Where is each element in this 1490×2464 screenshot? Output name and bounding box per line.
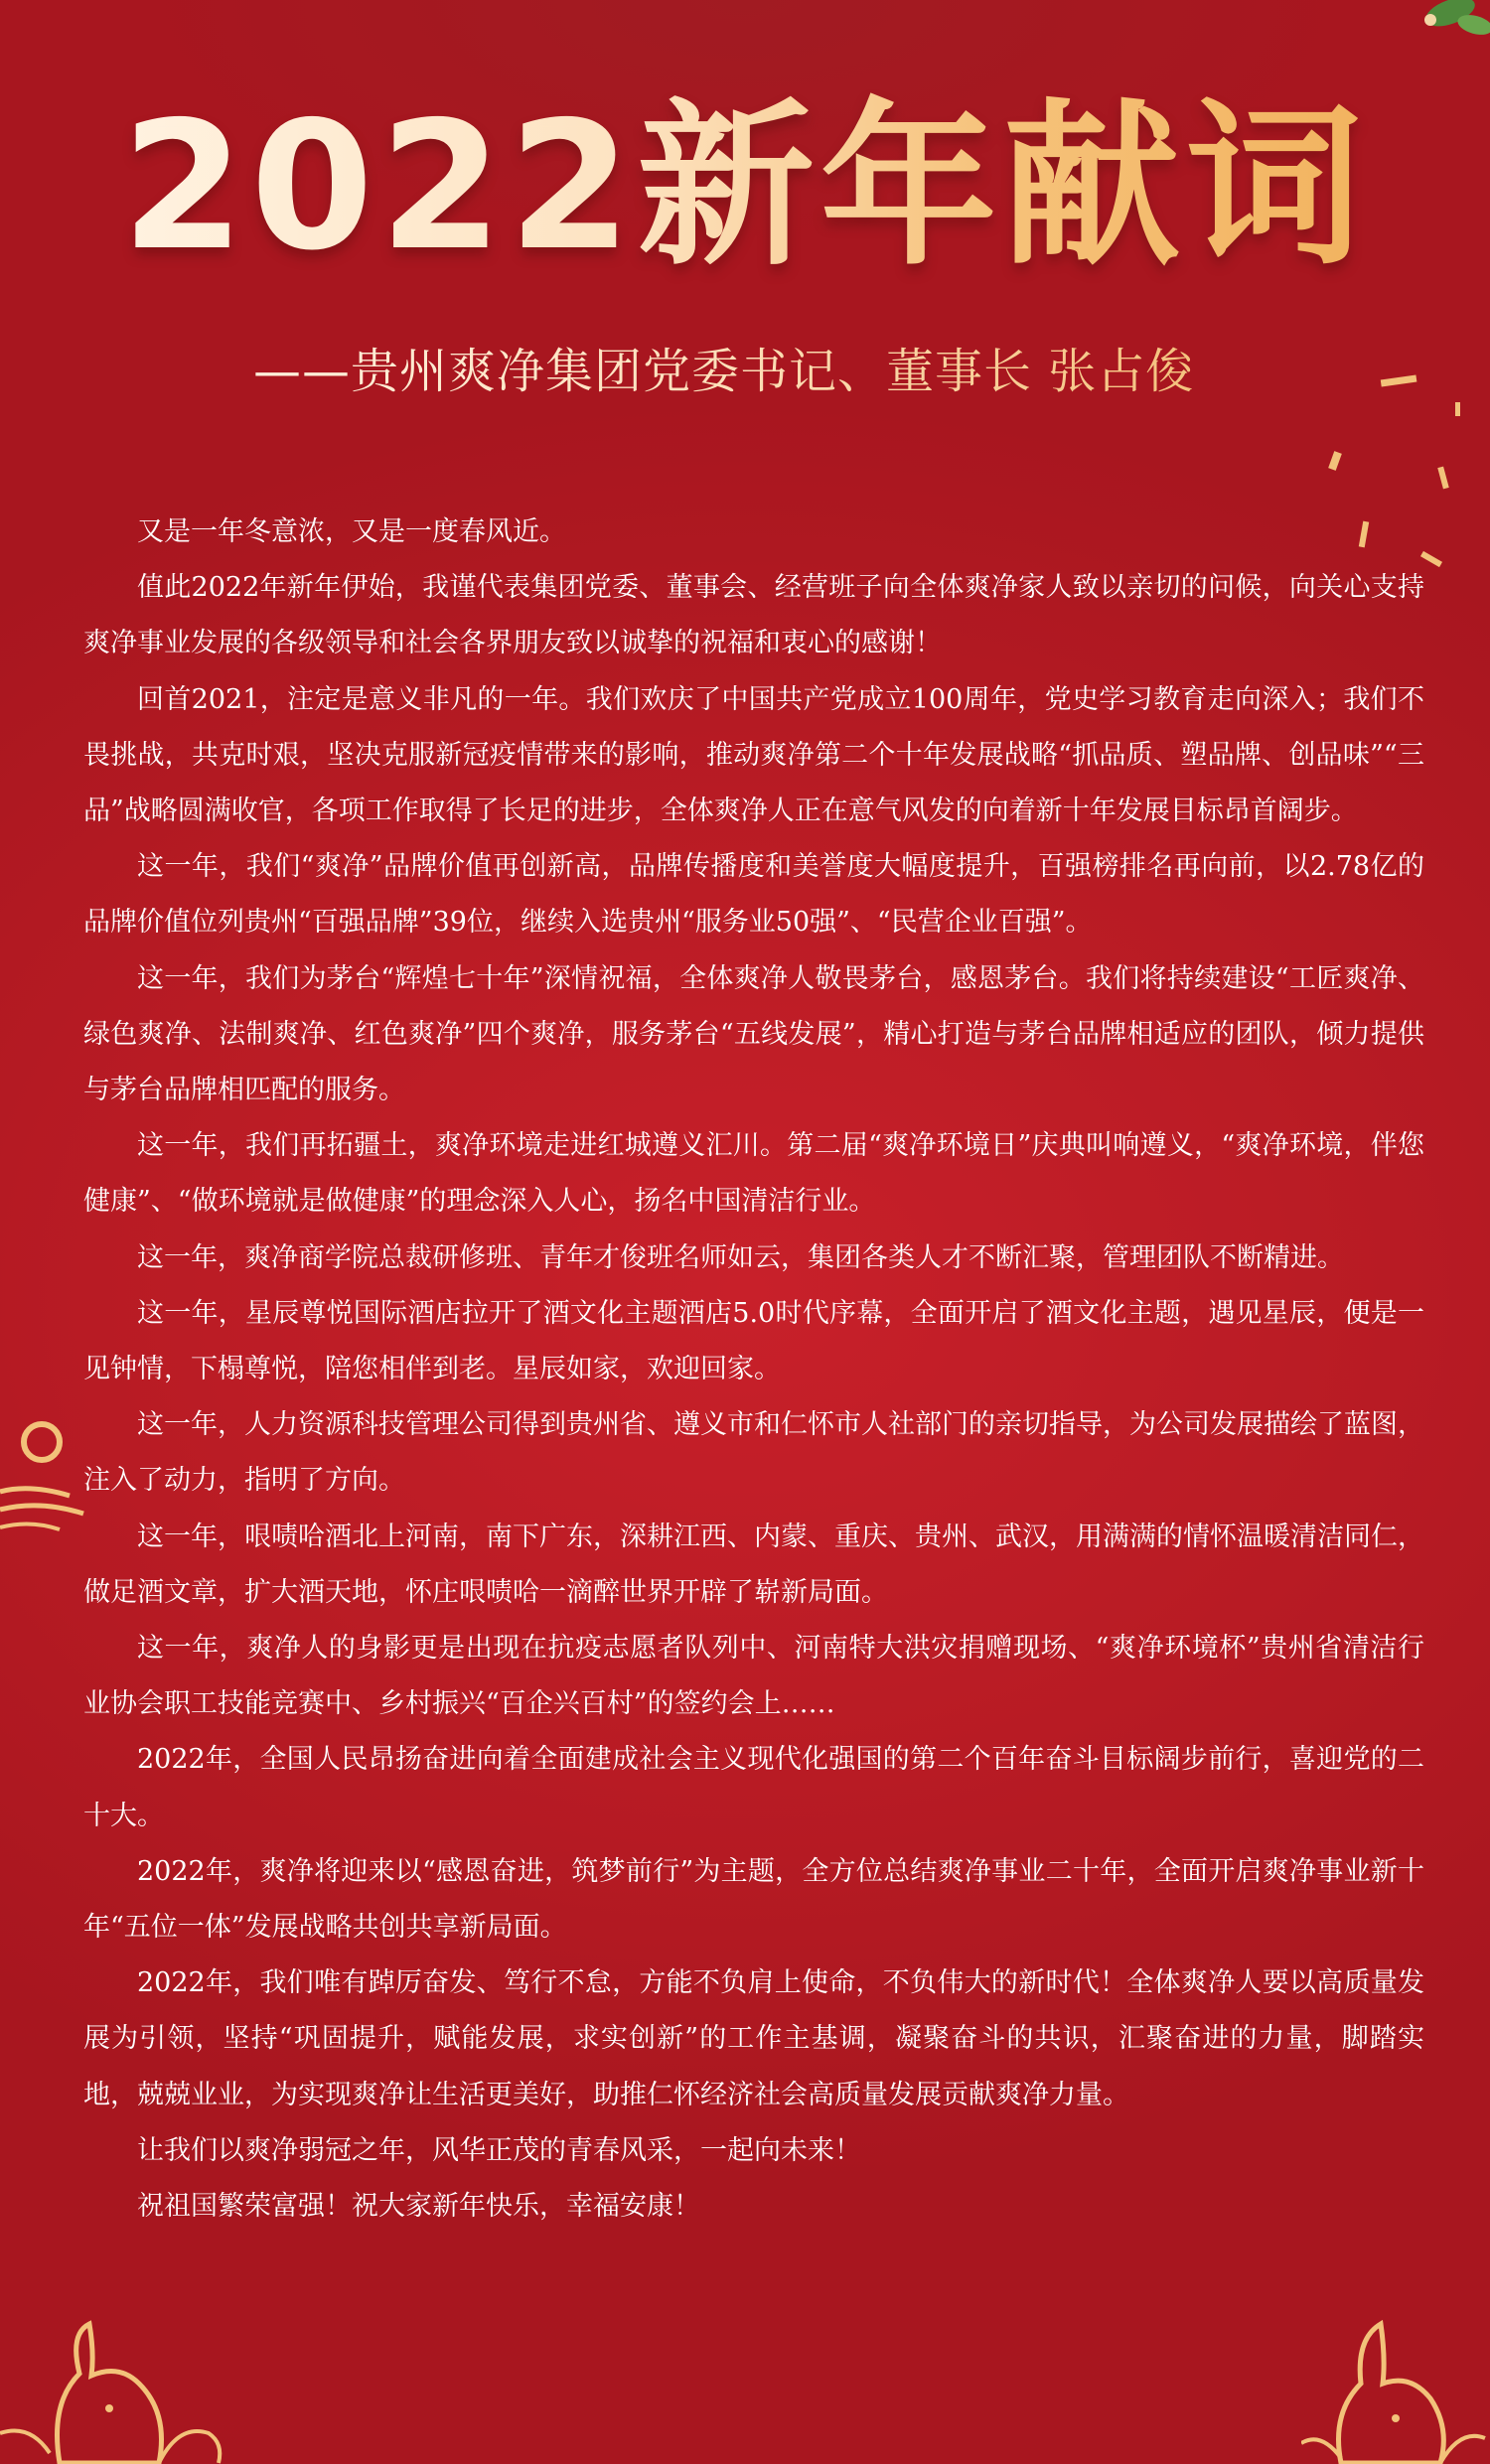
page-title — [0, 83, 1490, 289]
paragraph: 这一年，人力资源科技管理公司得到贵州省、遵义市和仁怀市人社部门的亲切指导，为公司发展描绘了蓝图，注入了动力，指明了方向。 — [83, 1409, 1424, 1497]
rabbit-decoration-right — [1301, 2314, 1490, 2464]
leaf-decoration — [1391, 0, 1490, 60]
author-subtitle-text: ——贵州爽净集团党委书记、董事长 张占俊 — [253, 344, 1195, 399]
paragraph: 这一年，我们再拓疆土，爽净环境走进红城遵义汇川。第二届“爽净环境日”庆典叫响遵义，“爽净环境，伴您健康”、“做环境就是做健康”的理念深入人心，扬名中国清洁行业。 — [83, 1130, 1424, 1218]
author-subtitle — [253, 342, 1346, 401]
paragraph: 祝祖国繁荣富强！祝大家新年快乐，幸福安康！ — [137, 2191, 700, 2223]
paragraph: 这一年，哏啧哈酒北上河南，南下广东，深耕江西、内蒙、重庆、贵州、武汉，用满满的情怀温暖清洁同仁，做足酒文章，扩大酒天地，怀庄哏啧哈一滴醉世界开辟了崭新局面。 — [83, 1521, 1424, 1608]
paragraph: 这一年，我们“爽净”品牌价值再创新高，品牌传播度和美誉度大幅度提升，百强榜排名再向前，以2.78亿的品牌价值位列贵州“百强品牌”39位，继续入选贵州“服务业50强”、“民营企业百强”。 — [83, 851, 1424, 939]
paragraph: 这一年，星辰尊悦国际酒店拉开了酒文化主题酒店5.0时代序幕，全面开启了酒文化主题，遇见星辰，便是一见钟情，下榻尊悦，陪您相伴到老。星辰如家，欢迎回家。 — [83, 1297, 1424, 1385]
paragraph: 值此2022年新年伊始，我谨代表集团党委、董事会、经营班子向全体爽净家人致以亲切的问候，向关心支持爽净事业发展的各级领导和社会各界朋友致以诚挚的祝福和衷心的感谢！ — [83, 572, 1424, 659]
paragraph: 让我们以爽净弱冠之年，风华正茂的青春风采，一起向未来！ — [137, 2134, 861, 2166]
paragraph: 这一年，爽净商学院总裁研修班、青年才俊班名师如云，集团各类人才不断汇聚，管理团队不断精进。 — [137, 1241, 1344, 1273]
paragraph: 回首2021，注定是意义非凡的一年。我们欢庆了中国共产党成立100周年，党史学习教育走向深入；我们不畏挑战，共克时艰，坚决克服新冠疫情带来的影响，推动爽净第二个十年发展战略“抓品质、塑品牌、创品味”“三品”战略圆满收官，各项工作取得了长足的进步，全体爽净人正在意气风发的向着新十年发展目标昂首阔步。 — [83, 683, 1424, 827]
speech-body — [83, 505, 1424, 2235]
paragraph: 这一年，爽净人的身影更是出现在抗疫志愿者队列中、河南特大洪灾捐赠现场、“爽净环境杯”贵州省清洁行业协会职工技能竞赛中、乡村振兴“百企兴百村”的签约会上…… — [83, 1633, 1424, 1720]
paragraph: 这一年，我们为茅台“辉煌七十年”深情祝福，全体爽净人敬畏茅台，感恩茅台。我们将持续建设“工匠爽净、绿色爽净、法制爽净、红色爽净”四个爽净，服务茅台“五线发展”，精心打造与茅台品牌相适应的团队，倾力提供与茅台品牌相匹配的服务。 — [83, 962, 1424, 1106]
paragraph: 又是一年冬意浓，又是一度春风近。 — [137, 516, 566, 547]
paragraph: 2022年，全国人民昂扬奋进向着全面建成社会主义现代化强国的第二个百年奋斗目标阔步前行，喜迎党的二十大。 — [83, 1744, 1424, 1831]
page-title-text: 2022新年献词 — [121, 83, 1369, 289]
paragraph: 2022年，爽净将迎来以“感恩奋进，筑梦前行”为主题，全方位总结爽净事业二十年，全面开启爽净事业新十年“五位一体”发展战略共创共享新局面。 — [83, 1855, 1424, 1944]
paragraph: 2022年，我们唯有踔厉奋发、笃行不怠，方能不负肩上使命，不负伟大的新时代！全体爽净人要以高质量发展为引领，坚持“巩固提升，赋能发展，求实创新”的工作主基调，凝聚奋斗的共识，汇聚奋进的力量，脚踏实地，兢兢业业，为实现爽净让生活更美好，助推仁怀经济社会高质量发展贡献爽净力量。 — [83, 1967, 1424, 2110]
rabbit-decoration-left — [0, 2314, 228, 2464]
